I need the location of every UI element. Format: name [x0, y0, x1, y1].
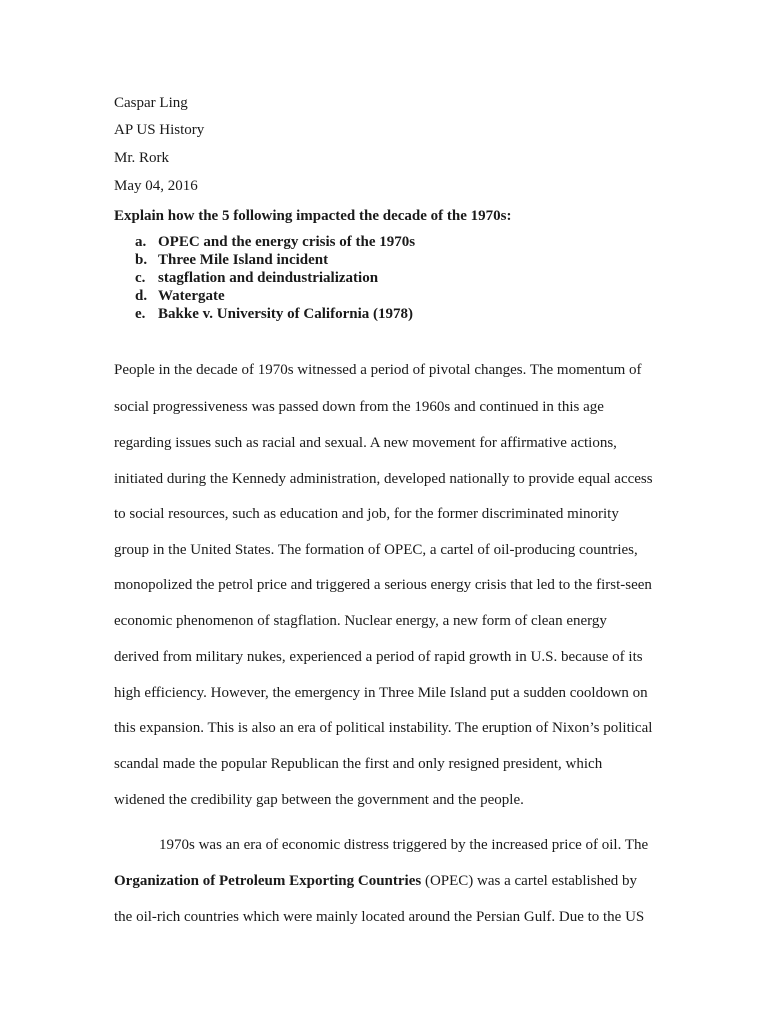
text-line: high efficiency. However, the emergency in Three Mile Island put a sudden cooldown on [114, 685, 648, 701]
list-marker: d. [135, 288, 148, 304]
text-line: initiated during the Kennedy administration, developed nationally to provide equal access [114, 471, 653, 487]
list-item-text: Bakke v. University of California (1978) [158, 306, 413, 322]
text-line: 1970s was an era of economic distress triggered by the increased price of oil. The [159, 837, 649, 853]
list-item-text: Three Mile Island incident [158, 252, 329, 268]
bold-term: Organization of Petroleum Exporting Countries [114, 873, 422, 889]
course-name: AP US History [114, 122, 205, 138]
text-line: regarding issues such as racial and sexual. A new movement for affirmative actions, [114, 435, 617, 451]
document-date: May 04, 2016 [114, 178, 198, 194]
teacher-name: Mr. Rork [114, 150, 170, 166]
list-marker: b. [135, 252, 148, 268]
list-marker: e. [135, 306, 146, 322]
text-line: derived from military nukes, experienced a period of rapid growth in U.S. because of its [114, 649, 643, 665]
text-line: the oil-rich countries which were mainly located around the Persian Gulf. Due to the US [114, 909, 645, 925]
question-prompt: Explain how the 5 following impacted the decade of the 1970s: [114, 208, 512, 224]
text-line: scandal made the popular Republican the first and only resigned president, which [114, 756, 603, 772]
text-line: social progressiveness was passed down from the 1960s and continued in this age [114, 399, 604, 415]
text-line [114, 872, 637, 890]
text-line: People in the decade of 1970s witnessed a period of pivotal changes. The momentum of [114, 362, 642, 378]
text-line: this expansion. This is also an era of political instability. The eruption of Nixon’s political [114, 720, 653, 736]
text-line: widened the credibility gap between the government and the people. [114, 792, 524, 808]
text-run: (OPEC) was a cartel established by [421, 873, 637, 889]
text-line: monopolized the petrol price and triggered a serious energy crisis that led to the first-seen [114, 577, 652, 593]
student-name: Caspar Ling [114, 95, 188, 111]
list-item-text: OPEC and the energy crisis of the 1970s [158, 234, 416, 250]
text-line: to social resources, such as education and job, for the former discriminated minority [114, 506, 619, 522]
list-item-text: stagflation and deindustrialization [158, 270, 379, 286]
text-line: economic phenomenon of stagflation. Nuclear energy, a new form of clean energy [114, 613, 607, 629]
list-marker: c. [135, 270, 146, 286]
list-marker: a. [135, 234, 147, 250]
list-item-text: Watergate [158, 288, 225, 304]
text-line: group in the United States. The formation of OPEC, a cartel of oil-producing countries, [114, 542, 638, 558]
